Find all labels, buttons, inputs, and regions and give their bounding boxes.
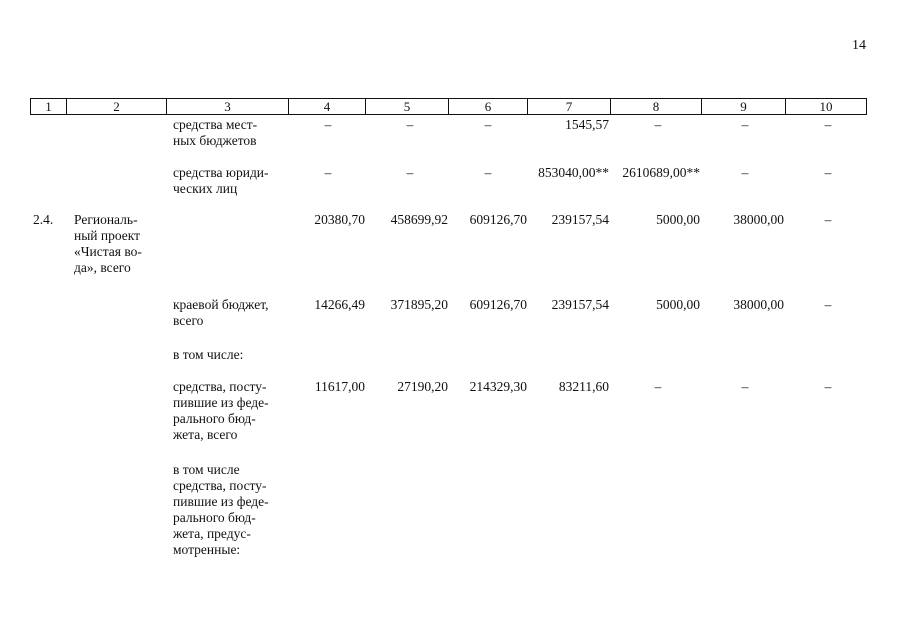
value-cell: 1545,57: [565, 117, 609, 132]
funding-source-line: жета, предус-: [173, 526, 251, 541]
funding-source-line: ных бюджетов: [173, 133, 257, 148]
funding-source-line: ческих лиц: [173, 181, 238, 196]
value-dash: –: [406, 117, 414, 132]
header-cell-8: 8: [610, 98, 702, 115]
funding-source-line: рального бюд-: [173, 411, 256, 426]
value-cell: 38000,00: [733, 297, 784, 312]
project-name-line: «Чистая во-: [74, 244, 142, 259]
funding-source-line: средства, посту-: [173, 478, 267, 493]
value-dash: –: [484, 165, 492, 180]
value-dash: –: [324, 165, 332, 180]
value-cell: 38000,00: [733, 212, 784, 227]
funding-source-line: мотренные:: [173, 542, 241, 557]
funding-source: [173, 117, 284, 149]
value-cell: 853040,00**: [538, 165, 609, 180]
value-dash: –: [741, 165, 749, 180]
funding-source-line: краевой бюджет,: [173, 297, 269, 312]
value-cell: 14266,49: [314, 297, 365, 312]
value-cell: 239157,54: [551, 212, 609, 227]
value-cell: 83211,60: [558, 379, 609, 394]
value-cell: 239157,54: [551, 297, 609, 312]
funding-source: [173, 462, 284, 558]
value-dash: –: [654, 379, 662, 394]
value-dash: –: [824, 117, 832, 132]
funding-source-line: средства мест-: [173, 117, 258, 132]
value-dash: –: [484, 117, 492, 132]
funding-source-line: рального бюд-: [173, 510, 256, 525]
value-cell: 2610689,00**: [622, 165, 700, 180]
value-dash: –: [741, 379, 749, 394]
header-cell-9: 9: [701, 98, 786, 115]
funding-source: [173, 379, 284, 443]
funding-source-line: жета, всего: [173, 427, 238, 442]
value-cell: 371895,20: [390, 297, 448, 312]
value-dash: –: [824, 212, 832, 227]
value-cell: 609126,70: [469, 212, 527, 227]
header-cell-10: 10: [785, 98, 867, 115]
funding-source-line: в том числе:: [173, 347, 244, 362]
header-cell-6: 6: [448, 98, 528, 115]
funding-source-line: пившие из феде-: [173, 395, 269, 410]
value-cell: 27190,20: [397, 379, 448, 394]
value-dash: –: [824, 165, 832, 180]
header-cell-1: 1: [30, 98, 67, 115]
value-dash: –: [406, 165, 414, 180]
value-cell: 214329,30: [469, 379, 527, 394]
value-dash: –: [741, 117, 749, 132]
funding-source-line: всего: [173, 313, 204, 328]
page-number: 14: [852, 38, 866, 53]
funding-source-line: пившие из феде-: [173, 494, 269, 509]
value-cell: 20380,70: [314, 212, 365, 227]
project-name-line: ный проект: [74, 228, 141, 243]
project-name: [74, 212, 162, 276]
value-dash: –: [654, 117, 662, 132]
header-cell-3: 3: [166, 98, 289, 115]
funding-source: [173, 165, 284, 197]
header-cell-4: 4: [288, 98, 366, 115]
funding-source: [173, 297, 284, 329]
value-dash: –: [824, 297, 832, 312]
header-cell-2: 2: [66, 98, 167, 115]
project-name-line: да», всего: [74, 260, 131, 275]
funding-source-line: средства, посту-: [173, 379, 267, 394]
funding-source: [173, 347, 284, 363]
value-cell: 5000,00: [656, 297, 700, 312]
value-dash: –: [824, 379, 832, 394]
funding-source-line: в том числе: [173, 462, 240, 477]
header-cell-5: 5: [365, 98, 449, 115]
funding-source-line: средства юриди-: [173, 165, 269, 180]
project-name-line: Региональ-: [74, 212, 138, 227]
row-number: 2.4.: [33, 212, 54, 227]
value-cell: 458699,92: [390, 212, 448, 227]
value-cell: 5000,00: [656, 212, 700, 227]
value-cell: 11617,00: [314, 379, 365, 394]
header-cell-7: 7: [527, 98, 611, 115]
value-cell: 609126,70: [469, 297, 527, 312]
value-dash: –: [324, 117, 332, 132]
